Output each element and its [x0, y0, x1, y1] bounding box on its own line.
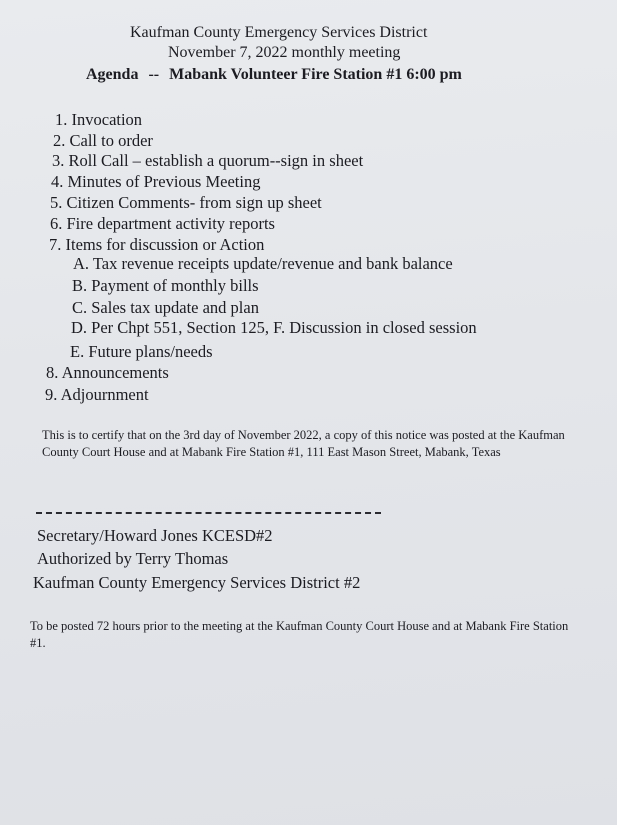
meeting-date: November 7, 2022 monthly meeting	[168, 44, 401, 61]
agenda-item: 2. Call to order	[53, 131, 153, 150]
agenda-item: 5. Citizen Comments- from sign up sheet	[50, 193, 322, 212]
sub-item: C. Sales tax update and plan	[72, 298, 259, 317]
sub-item: A. Tax revenue receipts update/revenue and bank balance	[73, 254, 453, 273]
agenda-label: Agenda	[86, 66, 139, 83]
agenda-item: 7. Items for discussion or Action	[49, 235, 265, 254]
agenda-item: 8. Announcements	[46, 363, 169, 382]
signature-line	[36, 512, 381, 514]
meeting-location: Mabank Volunteer Fire Station #1 6:00 pm	[169, 66, 462, 83]
certification-notice: This is to certify that on the 3rd day of November 2022, a copy of this notice was posted at the Kaufman County Court House and at Mabank Fire Station #1, 111 East Mason Street, Mabank, Texas	[42, 428, 565, 459]
agenda-item: 1. Invocation	[55, 110, 143, 129]
agenda-item: 9. Adjournment	[45, 385, 149, 404]
title-separator: --	[148, 66, 160, 83]
sub-item: E. Future plans/needs	[70, 342, 213, 361]
agenda-title	[86, 66, 462, 84]
agenda-item: 6. Fire department activity reports	[50, 214, 275, 233]
posting-note: To be posted 72 hours prior to the meeting at the Kaufman County Court House and at Mabank Fire Station #1.	[30, 619, 569, 650]
sub-item: B. Payment of monthly bills	[72, 276, 259, 295]
district-name: Kaufman County Emergency Services District #2	[33, 573, 361, 592]
agenda-item: 4. Minutes of Previous Meeting	[51, 172, 261, 191]
secretary-signature: Secretary/Howard Jones KCESD#2	[37, 526, 273, 545]
sub-item: D. Per Chpt 551, Section 125, F. Discussion in closed session	[71, 318, 477, 337]
org-name: Kaufman County Emergency Services District	[130, 24, 428, 41]
authorized-by: Authorized by Terry Thomas	[37, 549, 229, 568]
agenda-item: 3. Roll Call – establish a quorum--sign in sheet	[52, 151, 364, 170]
